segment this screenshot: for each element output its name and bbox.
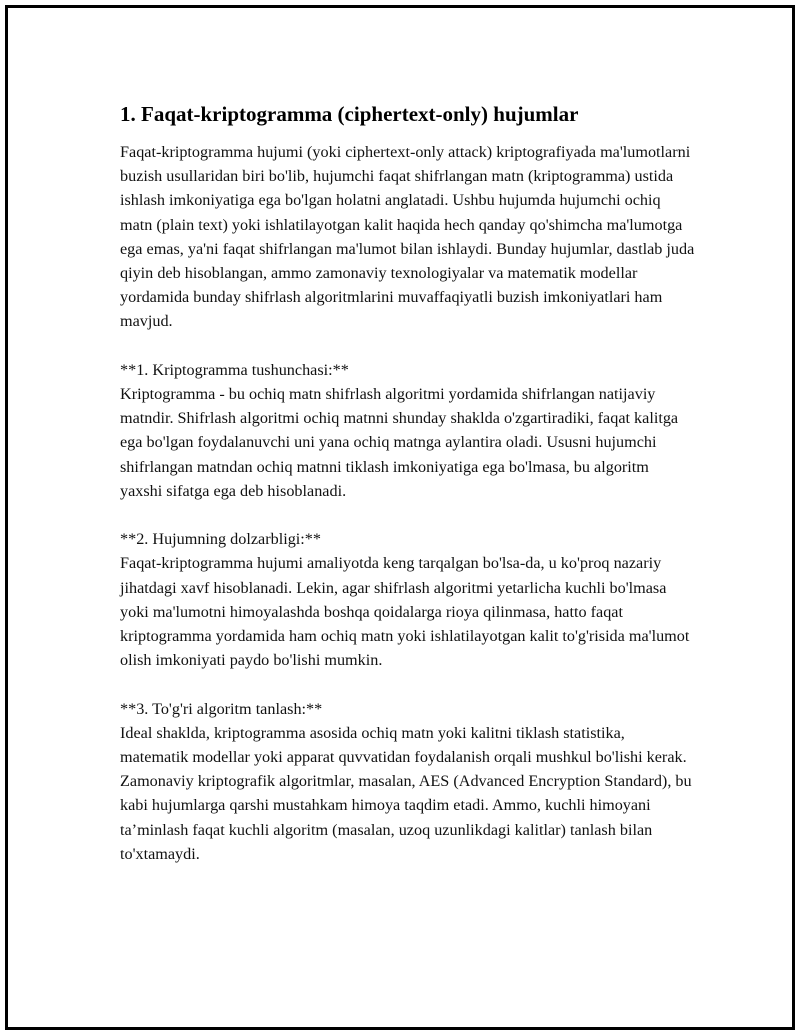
section-paragraph: Kriptogramma - bu ochiq matn shifrlash algoritmi yordamida shifrlangan natijaviy matndir. Shifrlash algoritmi ochiq matnni shunday shaklda o'zgartiradiki, faqat kalitga ega bo'lgan foydalanuvchi uni yana ochiq matnga aylantira oladi. Ususni hujumchi shifrlangan matndan ochiq matnni tiklash imkoniyatiga ega bo'lmasa, bu algoritm yaxshi sifatga ega deb hisoblanadi. [120,385,679,500]
section-algoritm-tanlash [120,697,695,866]
document-body [120,100,695,866]
page-frame [5,5,795,1030]
section-kriptogramma-tushunchasi [120,358,695,503]
intro-paragraph: Faqat-kriptogramma hujumi (yoki ciphertext-only attack) kriptografiyada ma'lumotlarni buzish usullaridan biri bo'lib, hujumchi faqat shifrlangan matn (kriptogramma) ustida ishlash imkoniyatiga ega bo'lgan holatni anglatadi. Ushbu hujumda hujumchi ochiq matn (plain text) yoki ishlatilayotgan kalit haqida hech qanday qo'shimcha ma'lumotga ega emas, ya'ni faqat shifrlangan ma'lumot bilan ishlaydi. Bunday hujumlar, dastlab juda qiyin deb hisoblangan, ammo zamonaviy texnologiyalar va matematik modellar yordamida bunday shifrlash algoritmlarini muvaffaqiyatli buzish imkoniyatlari ham mavjud. [120,143,695,331]
section-heading: **3. To'g'ri algoritm tanlash:** [120,699,323,718]
section-heading: **1. Kriptogramma tushunchasi:** [120,360,349,379]
page-title: 1. Faqat-kriptogramma (ciphertext-only) hujumlar [120,102,579,126]
section-heading: **2. Hujumning dolzarbligi:** [120,530,321,549]
section-paragraph: Ideal shaklda, kriptogramma asosida ochiq matn yoki kalitni tiklash statistika, matematik modellar yoki apparat quvvatidan foydalanish orqali mushkul bo'lishi kerak. Zamonaviy kriptografik algoritmlar, masalan, AES (Advanced Encryption Standard), bu kabi hujumlarga qarshi mustahkam himoya taqdim etadi. Ammo, kuchli himoyani ta’minlash faqat kuchli algoritm (masalan, uzoq uzunlikdagi kalitlar) tanlash bilan to'xtamaydi. [120,723,692,863]
section-hujumning-dolzarbligi [120,527,695,672]
section-paragraph: Faqat-kriptogramma hujumi amaliyotda keng tarqalgan bo'lsa-da, u ko'proq nazariy jihatdagi xavf hisoblanadi. Lekin, agar shifrlash algoritmi yetarlicha kuchli bo'lmasa yoki ma'lumotni himoyalashda boshqa qoidalarga rioya qilinmasa, hatto faqat kriptogramma yordamida ham ochiq matn yoki ishlatilayotgan kalit to'g'risida ma'lumot olish imkoniyati paydo bo'lishi mumkin. [120,554,690,670]
